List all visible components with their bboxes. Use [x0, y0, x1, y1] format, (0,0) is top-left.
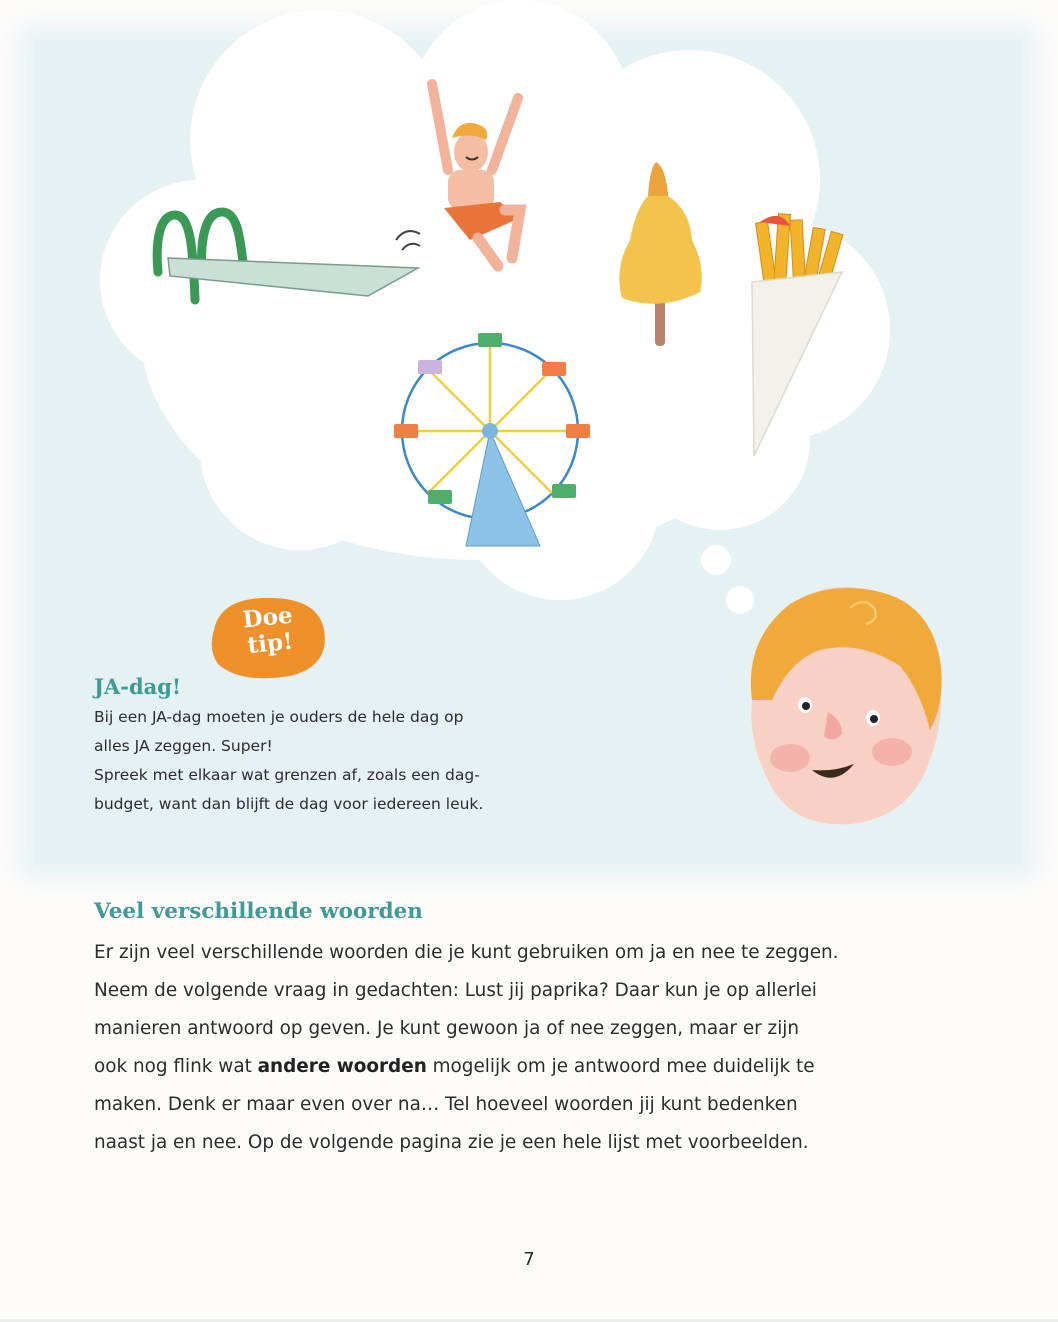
doe-tip-badge-label — [210, 597, 328, 681]
badge-line-2: tip! — [246, 627, 295, 660]
tip-title: JA-dag! — [94, 674, 182, 699]
page-number: 7 — [523, 1249, 535, 1270]
body-text: mogelijk om je antwoord mee duidelijk te — [426, 1056, 815, 1077]
body-line: naast ja en nee. Op de volgende pagina zie je een hele lijst met voorbeelden. — [94, 1132, 809, 1153]
section-title: Veel verschillende woorden — [94, 899, 423, 924]
body-line: maken. Denk er maar even over na… Tel hoeveel woorden jij kunt bedenken — [94, 1094, 798, 1115]
body-line: Er zijn veel verschillende woorden die je kunt gebruiken om ja en nee te zeggen. — [94, 942, 839, 963]
tip-line: alles JA zeggen. Super! — [94, 737, 273, 755]
body-text: ook nog flink wat — [94, 1056, 258, 1077]
body-line: manieren antwoord op geven. Je kunt gewoon ja of nee zeggen, maar er zijn — [94, 1018, 800, 1039]
tip-line: budget, want dan blijft de dag voor iedereen leuk. — [94, 795, 484, 813]
tip-line: Bij een JA-dag moeten je ouders de hele dag op — [94, 708, 464, 726]
body-line: Neem de volgende vraag in gedachten: Lust jij paprika? Daar kun je op allerlei — [94, 980, 817, 1001]
body-line — [94, 1056, 815, 1077]
badge-line-1: Doe — [241, 601, 294, 634]
tip-line: Spreek met elkaar wat grenzen af, zoals een dag- — [94, 766, 480, 784]
boy-face-icon — [751, 587, 942, 824]
emphasis-text: andere woorden — [257, 1056, 427, 1077]
